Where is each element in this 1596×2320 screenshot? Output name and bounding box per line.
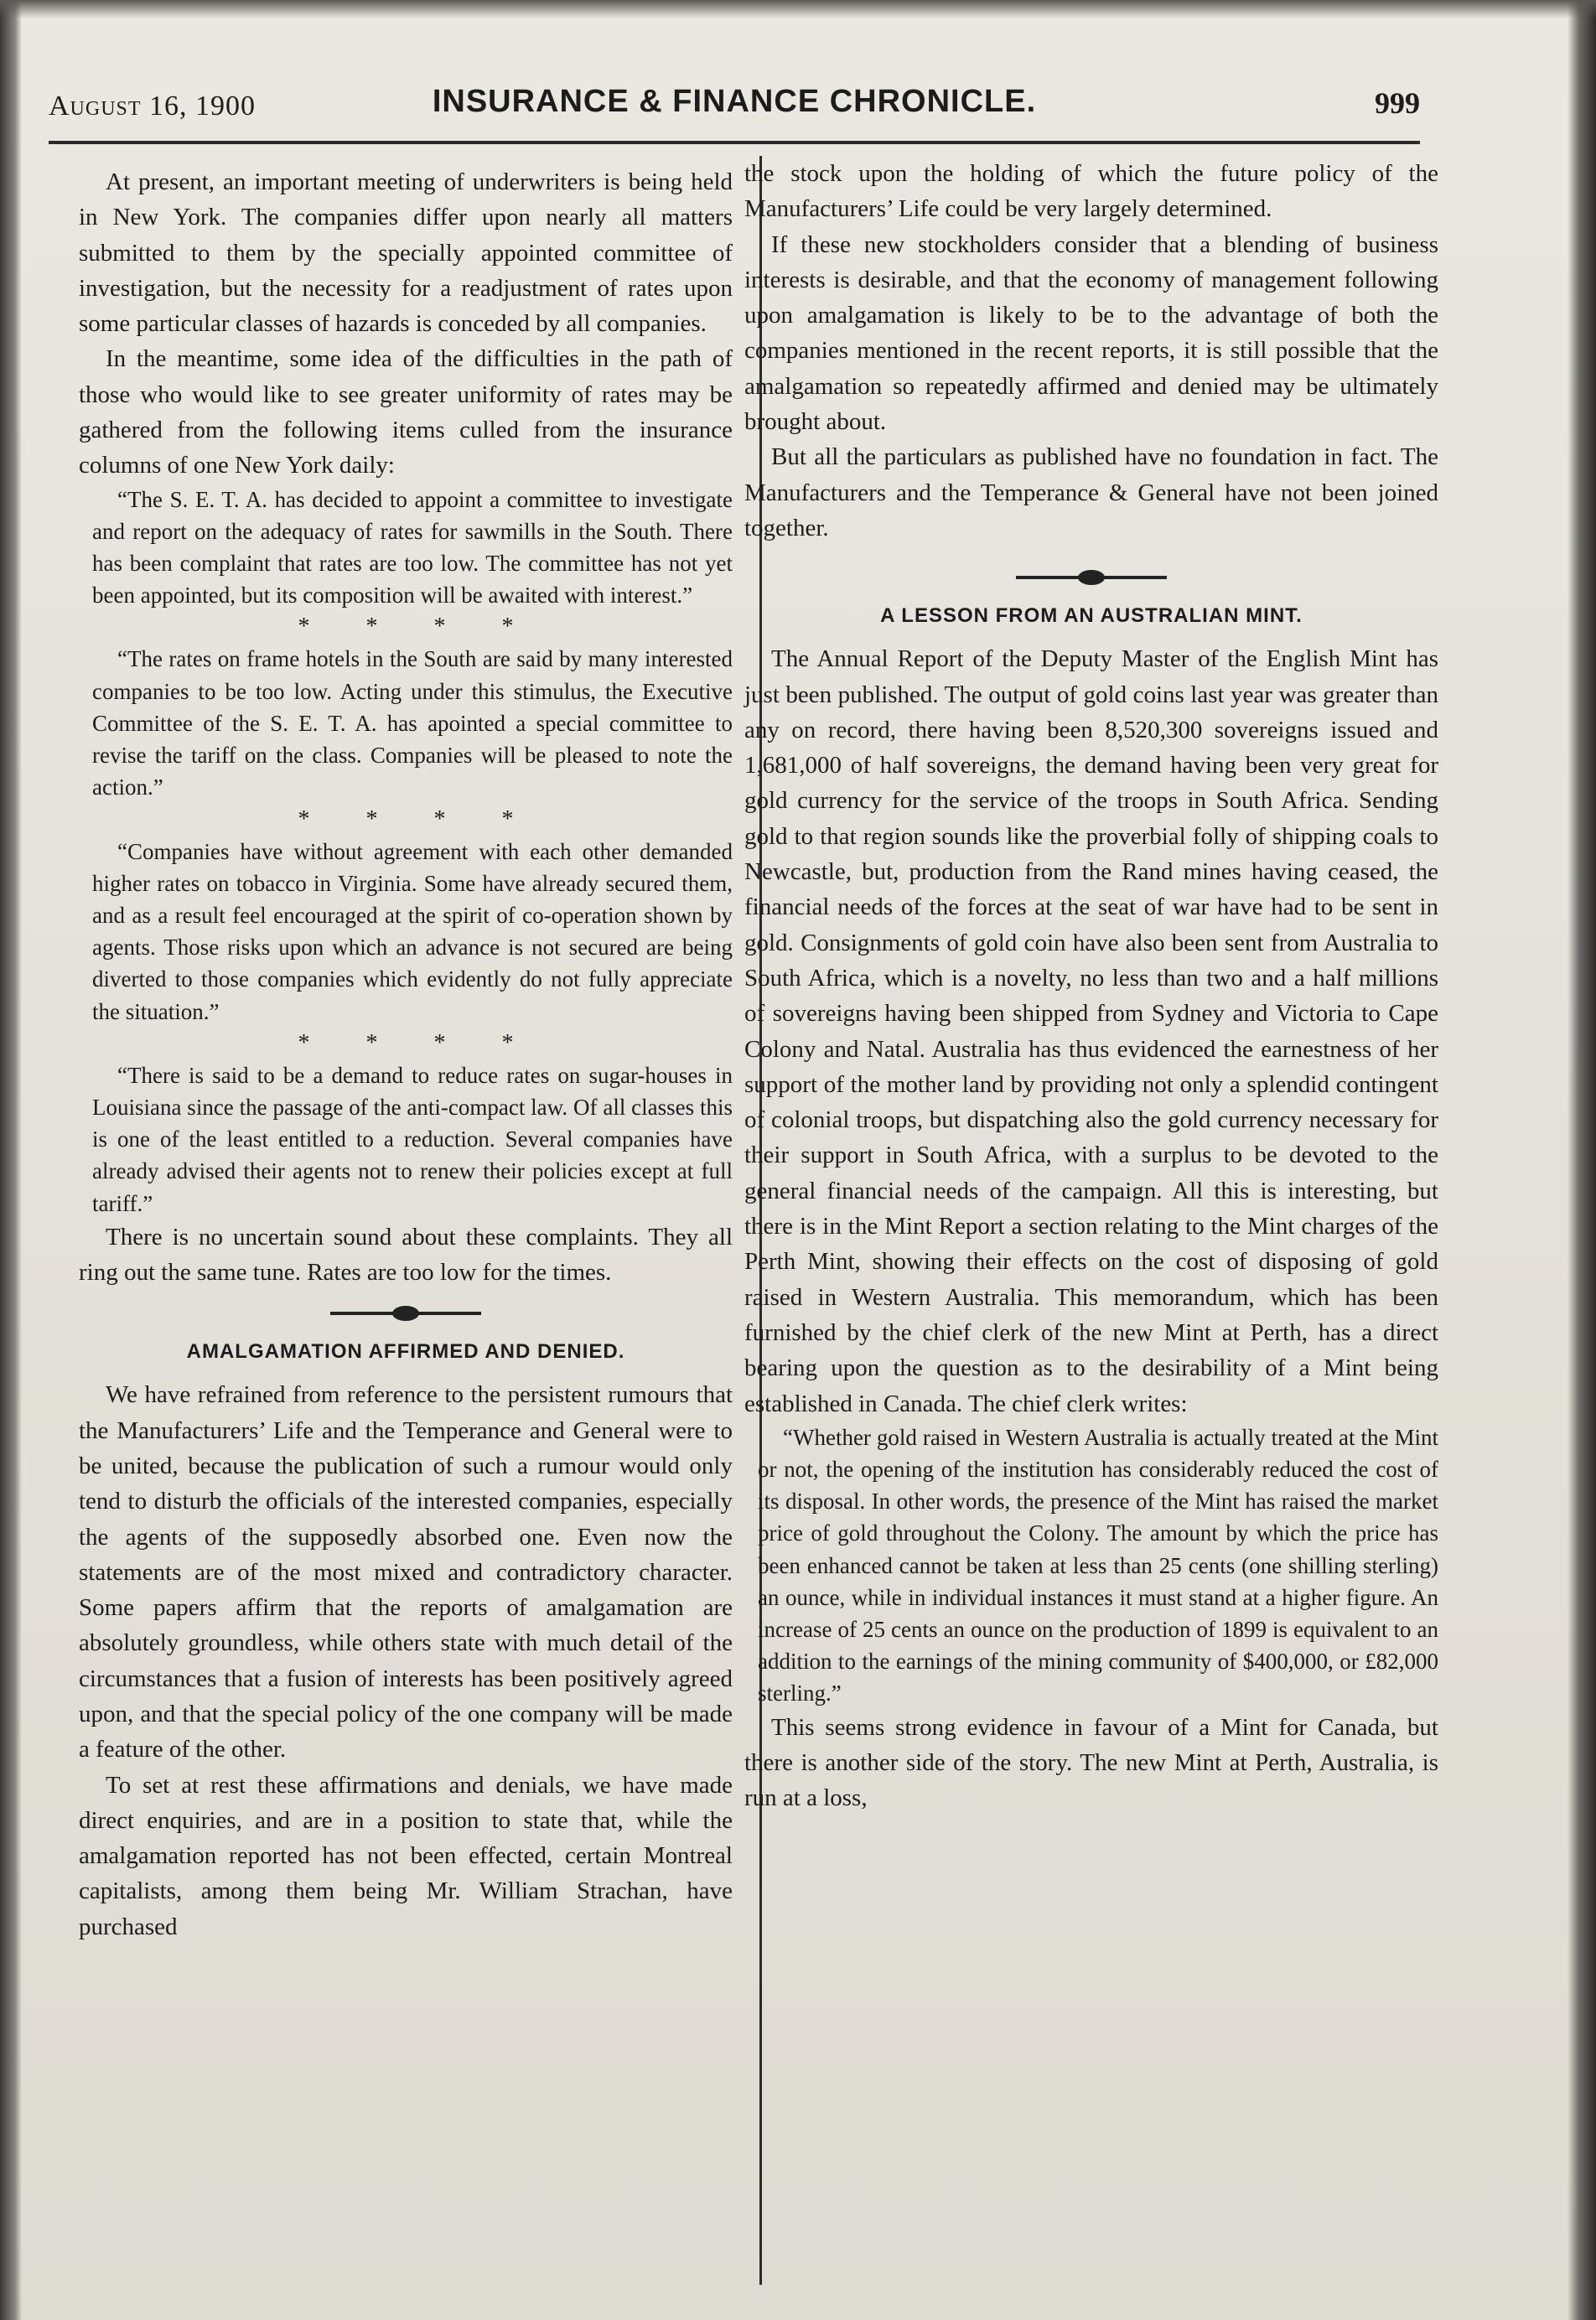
page-number: 999: [1375, 86, 1420, 120]
ornament-divider: [744, 554, 1438, 593]
scan-edge-left: [0, 0, 22, 2320]
article-heading: A LESSON FROM AN AUSTRALIAN MINT.: [880, 604, 1303, 628]
paragraph: This seems strong evidence in favour of a Mint for Canada, but there is another side of the story. The new Mint at Perth, Australia, is run at a loss,: [744, 1713, 1438, 1812]
paragraph: At present, an important meeting of underwriters is being held in New York. The companies differ upon nearly all matters submitted to them by the specially appointed committee of investigation, but the necessity for a readjustment of rates upon some particular classes of hazards is conceded by all companies.: [79, 168, 733, 338]
paragraph: To set at rest these affirmations and denials, we have made direct enquiries, and are in a position to state that, while the amalgamation reported has not been effected, certain Montreal capitalists, among them being Mr. William Strachan, have purchased: [79, 1771, 733, 1940]
quoted-item: “The S. E. T. A. has decided to appoint a committee to investigate and report on the adequacy of rates for sawmills in the South. There has been complaint that rates are too low. The committee has not yet been appointed, but its composition will be awaited with interest.”: [92, 486, 733, 608]
issue-date: August 16, 1900: [49, 91, 256, 122]
left-column: [79, 164, 733, 1945]
journal-title: INSURANCE & FINANCE CHRONICLE.: [432, 84, 1037, 119]
paragraph: the stock upon the holding of which the future policy of the Manufacturers’ Life could be very largely determined.: [744, 160, 1438, 223]
paragraph: The Annual Report of the Deputy Master of the English Mint has just been published. The output of gold coins last year was greater than any on record, there having been 8,520,300 sovereigns issued and 1,681,000 of half sovereigns, the demand having been very great for gold currency for the service of the troops in South Africa. Sending gold to that region sounds like the proverbial folly of shipping coals to Newcastle, but, production from the Rand mines having ceased, the financial needs of the forces at the seat of war have had to be sent in gold. Consignments of gold coin have also been sent from Australia to South Africa, which is a novelty, no less than two and a half millions of sovereigns having been shipped from Sydney and Victoria to Cape Colony and Natal. Australia has thus evidenced the earnestness of her support of the mother land by providing not only a splendid contingent of colonial troops, but dispatching also the gold currency necessary for their support in South Africa, with a surplus to be devoted to the general financial needs of the campaign. All this is interesting, but there is in the Mint Report a section relating to the Mint charges of the Perth Mint, showing their effects on the cost of disposing of gold raised in Western Australia. This memorandum, which has been furnished by the chief clerk of the new Mint at Perth, has a direct bearing upon the question as to the desirability of a Mint being established in Canada. The chief clerk writes:: [744, 645, 1438, 1417]
article-heading: AMALGAMATION AFFIRMED AND DENIED.: [186, 1340, 625, 1364]
right-column: [744, 156, 1438, 1816]
paragraph: If these new stockholders consider that a blending of business interests is desirable, and that the economy of management following upon amalgamation is likely to be to the advantage of both the companies mentioned in the recent reports, it is still possible that the amalgamation so repeatedly affirmed and denied may be ultimately brought about.: [744, 230, 1438, 436]
paragraph: In the meantime, some idea of the difficulties in the path of those who would like to see greater uniformity of rates may be gathered from the following items culled from the insurance columns of one New York daily:: [79, 345, 733, 479]
page-header: [49, 84, 1420, 134]
header-rule: [49, 141, 1420, 144]
scan-edge-top: [0, 0, 1596, 18]
section-stars: * * * *: [298, 1029, 514, 1056]
paragraph: But all the particulars as published have no foundation in fact. The Manufacturers and the Temperance & General have not been joined together.: [744, 443, 1438, 541]
section-stars: * * * *: [298, 805, 514, 832]
paragraph: There is no uncertain sound about these complaints. They all ring out the same tune. Rates are too low for the times.: [79, 1223, 733, 1287]
quoted-item: “There is said to be a demand to reduce rates on sugar-houses in Louisiana since the passage of the anti-compact law. Of all classes this is one of the least entitled to a reduction. Several companies have already advised their agents not to renew their policies except at full tariff.”: [92, 1062, 733, 1216]
quoted-item: “Whether gold raised in Western Australia is actually treated at the Mint or not, the opening of the institution has considerably reduced the cost of its disposal. In other words, the presence of the Mint has raised the market price of gold throughout the Colony. The amount by which the price has been enhanced cannot be taken at less than 25 cents (one shilling sterling) an ounce, while in individual instances it must stand at a higher figure. An increase of 25 cents an ounce on the production of 1899 is equivalent to an addition to the earnings of the mining community of $400,000, or £82,000 sterling.”: [758, 1424, 1438, 1706]
ornament-divider: [79, 1290, 733, 1328]
paragraph: We have refrained from reference to the persistent rumours that the Manufacturers’ Life and the Temperance and General were to be united, because the publication of such a rumour would only tend to disturb the officials of the interested companies, especially the agents of the supposedly absorbed one. Even now the statements are of the most mixed and contradictory character. Some papers affirm that the reports of amalgamation are absolutely groundless, while others state with much detail of the circumstances that a fusion of interests has been positively agreed upon, and that the special policy of the one company will be made a feature of the other.: [79, 1381, 733, 1763]
quoted-item: “The rates on frame hotels in the South are said by many interested companies to be too low. Acting under this stimulus, the Executive Committee of the S. E. T. A. has apointed a special committee to revise the tariff on the class. Companies will be pleased to note the action.”: [92, 646, 733, 800]
quoted-item: “Companies have without agreement with each other demanded higher rates on tobacco in Virginia. Some have already secured them, and as a result feel encouraged at the spirit of co-operation shown by agents. Those risks upon which an advance is not secured are being diverted to those companies which evidently do not fully appreciate the situation.”: [92, 838, 733, 1024]
section-stars: * * * *: [298, 614, 514, 640]
scan-edge-right: [1568, 0, 1596, 2320]
